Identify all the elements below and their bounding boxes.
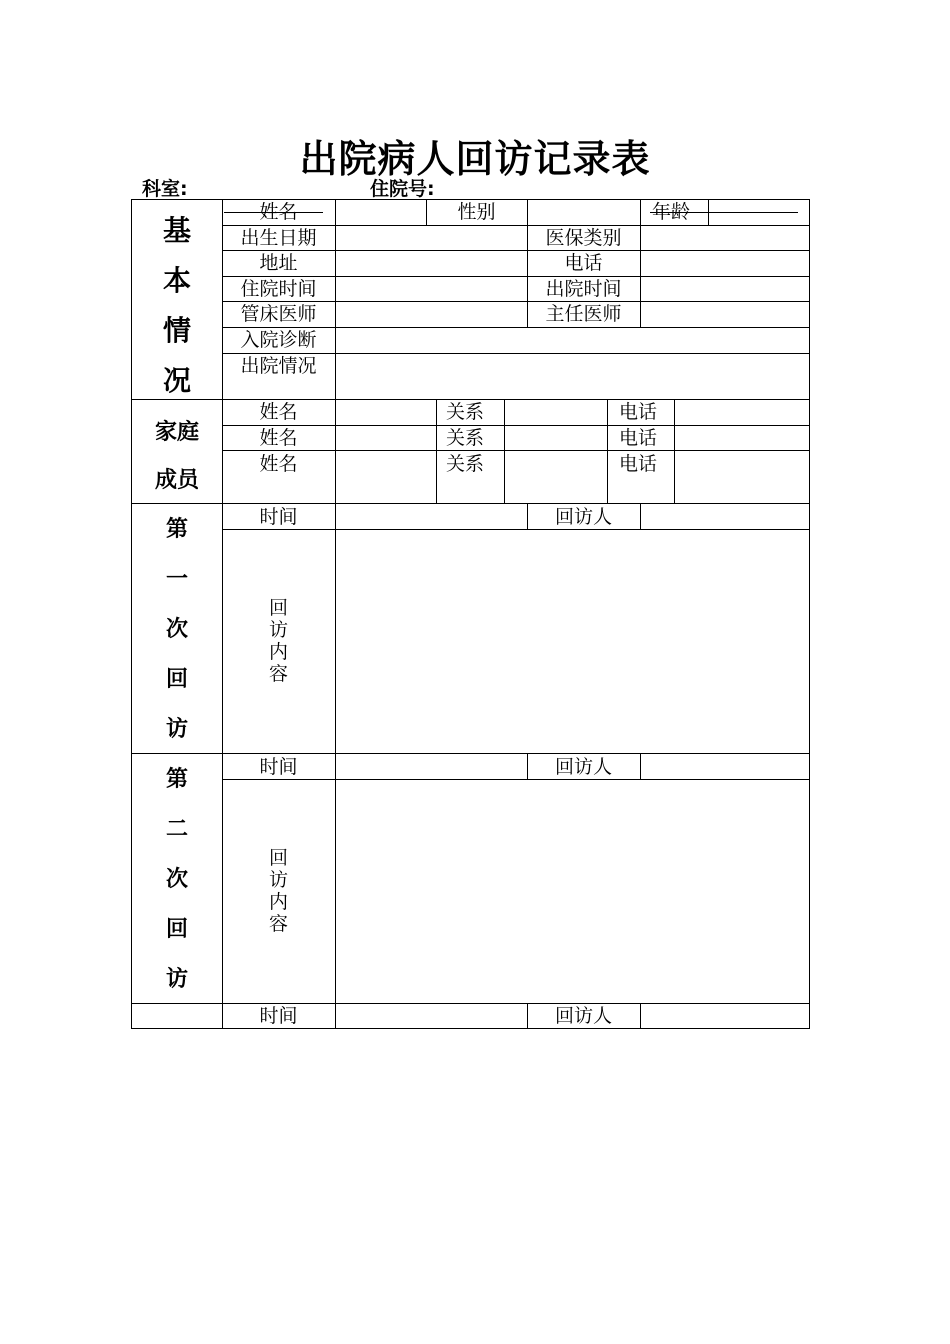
admission-diagnosis-label: 入院诊断 xyxy=(240,329,317,351)
family-name-label: 姓名 xyxy=(259,427,298,449)
visit2-content-label: 回 访 内 容 xyxy=(268,847,288,935)
visit1-content-label: 回 访 内 容 xyxy=(268,597,288,685)
visit1-section-label: 第 一 次 回 访 xyxy=(165,517,188,742)
family-name-label: 姓名 xyxy=(259,453,298,475)
age-label: 年龄 xyxy=(652,201,691,223)
family-relation-label: 关系 xyxy=(446,427,485,449)
name-label: 姓名 xyxy=(259,201,298,223)
visit3-visitor-label: 回访人 xyxy=(554,1005,612,1027)
discharge-time-label: 出院时间 xyxy=(545,278,622,300)
visit2-section-label: 第 二 次 回 访 xyxy=(165,767,188,992)
bed-doctor-label: 管床医师 xyxy=(240,303,317,325)
page-title: 出院病人回访记录表 xyxy=(299,137,651,181)
admission-time-label: 住院时间 xyxy=(240,278,317,300)
gender-label: 性别 xyxy=(457,201,496,223)
visit2-visitor-label: 回访人 xyxy=(554,756,612,778)
family-relation-label: 关系 xyxy=(446,453,485,475)
chief-doctor-label: 主任医师 xyxy=(545,303,622,325)
phone-label: 电话 xyxy=(564,252,603,274)
family-phone-label: 电话 xyxy=(619,427,658,449)
family-phone-label: 电话 xyxy=(619,401,658,423)
family-phone-label: 电话 xyxy=(619,453,658,475)
basic-info-section-label: 基 本 情 况 xyxy=(162,214,191,397)
family-relation-label: 关系 xyxy=(446,401,485,423)
department-label: 科室: xyxy=(142,178,188,200)
birth-date-label: 出生日期 xyxy=(240,227,317,249)
admission-number-label: 住院号: xyxy=(370,178,435,200)
visit3-time-label: 时间 xyxy=(259,1005,298,1027)
family-name-label: 姓名 xyxy=(259,401,298,423)
visit2-time-label: 时间 xyxy=(259,756,298,778)
discharge-status-label: 出院情况 xyxy=(240,355,317,377)
visit1-visitor-label: 回访人 xyxy=(554,506,612,528)
address-label: 地址 xyxy=(259,252,298,274)
visit1-time-label: 时间 xyxy=(259,506,298,528)
insurance-type-label: 医保类别 xyxy=(545,227,622,249)
family-section-label: 家庭 成员 xyxy=(154,420,199,493)
